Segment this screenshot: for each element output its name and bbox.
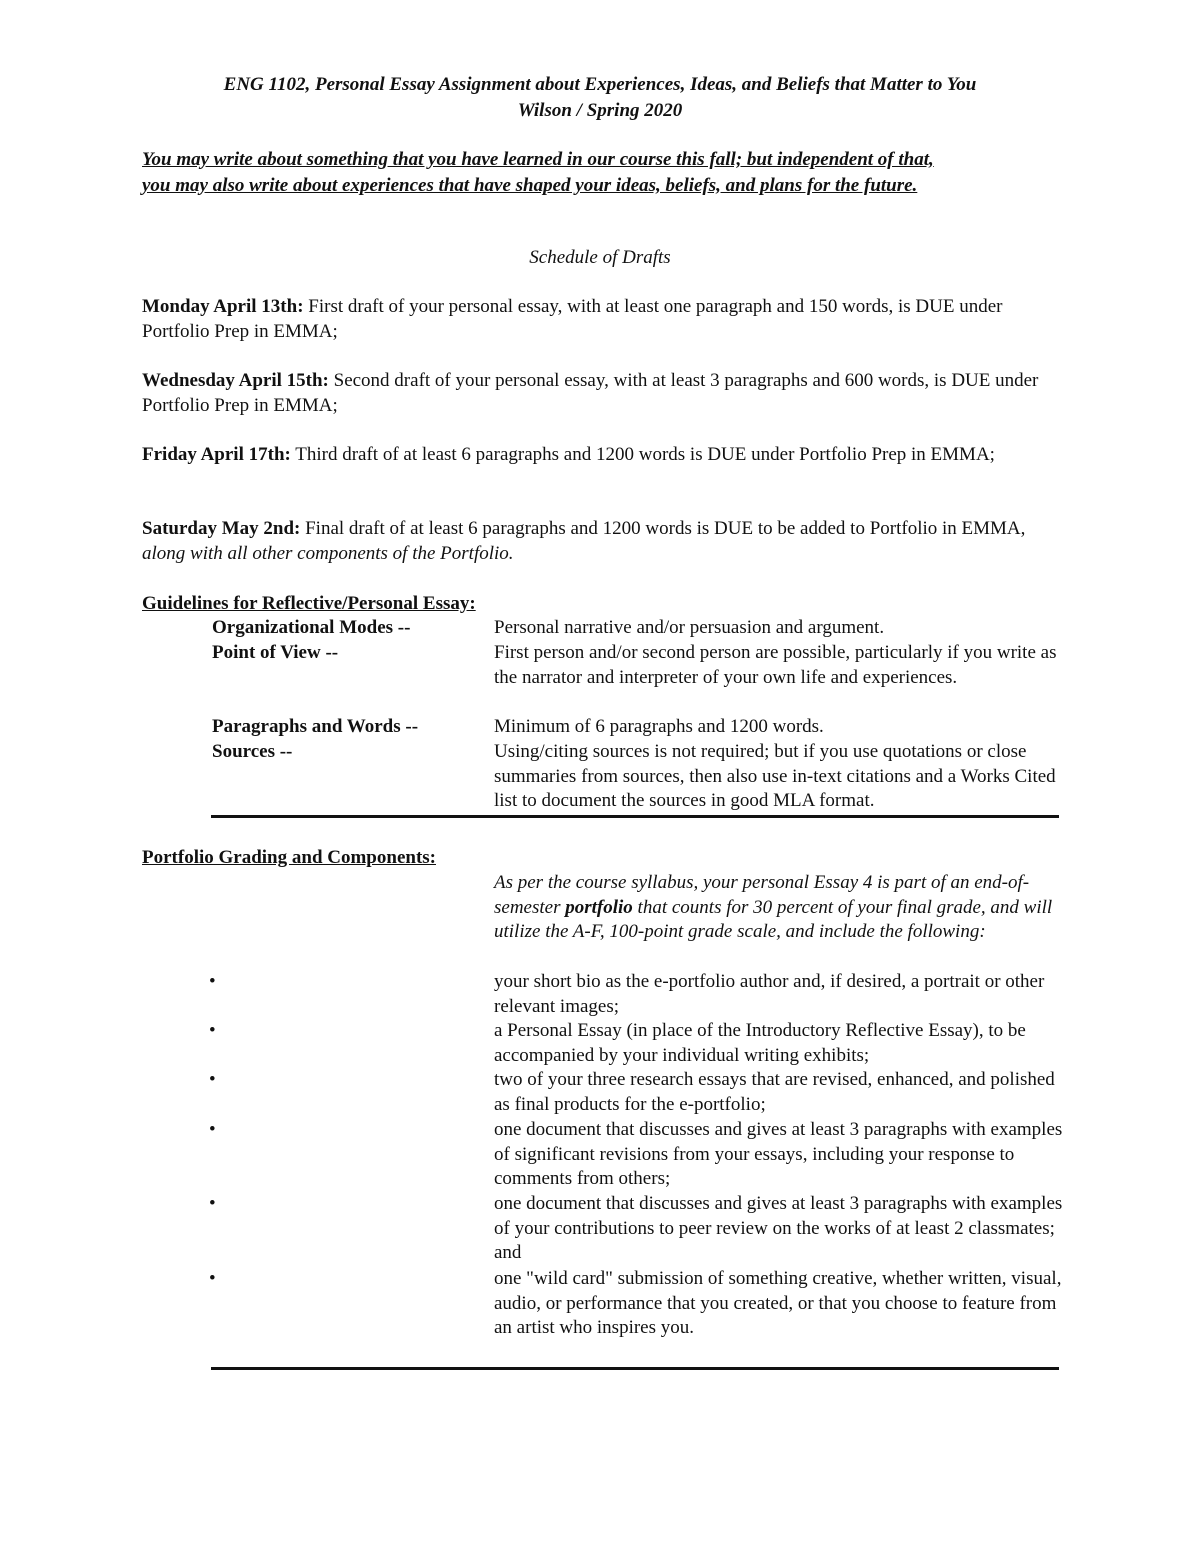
- portfolio-item: your short bio as the e-portfolio author and, if desired, a portrait or other relevant images;: [494, 971, 1045, 1017]
- bullet-icon: •: [209, 1193, 216, 1214]
- schedule-date: Friday April 17th:: [142, 444, 291, 465]
- schedule-date: Wednesday April 15th:: [142, 370, 329, 391]
- schedule-text: Final draft of at least 6 paragraphs and 1200 words is DUE to be added to Portfolio in EMMA,: [300, 518, 1026, 539]
- portfolio-intro: As per the course syllabus, your personal Essay 4 is part of an end-of-semester portfolio that counts for 30 percent of your final grade, and will utilize the A-F, 100-point grade scale, and include the following:: [494, 872, 1053, 942]
- topic-notice: [142, 147, 1062, 199]
- portfolio-item: one document that discusses and gives at least 3 paragraphs with examples of significant revisions from your essays, including your response to comments from others;: [494, 1119, 1063, 1189]
- schedule-date: Monday April 13th:: [142, 296, 304, 317]
- topic-notice-line-1: You may write about something that you have learned in our course this fall; but independent of that,: [142, 149, 934, 170]
- portfolio-keyword: portfolio: [565, 896, 633, 918]
- schedule-text-italic: along with all other components of the Portfolio.: [142, 542, 514, 564]
- guideline-label: Sources --: [212, 741, 293, 762]
- portfolio-item: one "wild card" submission of something creative, whether written, visual, audio, or performance that you created, or that you choose to feature from an artist who inspires you.: [494, 1268, 1062, 1338]
- bullet-icon: •: [209, 971, 216, 992]
- guideline-label: Organizational Modes --: [212, 617, 411, 638]
- portfolio-item: one document that discusses and gives at least 3 paragraphs with examples of your contributions to peer review on the works of at least 2 classmates; and: [494, 1193, 1063, 1263]
- schedule-item-monday: [142, 295, 1062, 344]
- schedule-item-saturday: [142, 517, 1062, 566]
- schedule-item-friday: [142, 443, 1062, 468]
- schedule-text: Third draft of at least 6 paragraphs and 1200 words is DUE under Portfolio Prep in EMMA;: [290, 444, 995, 465]
- guidelines-heading: Guidelines for Reflective/Personal Essay:: [142, 593, 476, 614]
- bullet-icon: •: [209, 1069, 216, 1090]
- topic-notice-line-2: you may also write about experiences that have shaped your ideas, beliefs, and plans for the future.: [142, 175, 918, 196]
- guideline-value: Using/citing sources is not required; but if you use quotations or close summaries from sources, then also use in-text citations and a Works Cited list to document the sources in good MLA format.: [494, 741, 1056, 811]
- bullet-icon: •: [209, 1119, 216, 1140]
- bullet-icon: •: [209, 1020, 216, 1041]
- portfolio-item: two of your three research essays that are revised, enhanced, and polished as final products for the e-portfolio;: [494, 1069, 1055, 1115]
- schedule-item-wednesday: [142, 369, 1062, 418]
- portfolio-heading: Portfolio Grading and Components:: [142, 847, 436, 868]
- bullet-icon: •: [209, 1268, 216, 1289]
- assignment-subtitle: Wilson / Spring 2020: [517, 100, 683, 121]
- guideline-label: Point of View --: [212, 642, 339, 663]
- schedule-text: First draft of your personal essay, with at least one paragraph and 150 words, is DUE under Portfolio Prep in EMMA;: [142, 296, 1003, 342]
- portfolio-item: a Personal Essay (in place of the Introductory Reflective Essay), to be accompanied by your individual writing exhibits;: [494, 1020, 1026, 1066]
- guideline-label: Paragraphs and Words --: [212, 716, 419, 737]
- schedule-text: Second draft of your personal essay, with at least 3 paragraphs and 600 words, is DUE under Portfolio Prep in EMMA;: [142, 370, 1039, 416]
- guideline-value: Minimum of 6 paragraphs and 1200 words.: [494, 716, 824, 737]
- schedule-heading: Schedule of Drafts: [529, 247, 671, 268]
- portfolio-divider: [211, 1367, 1059, 1370]
- guideline-value: Personal narrative and/or persuasion and argument.: [494, 617, 885, 638]
- guideline-value: First person and/or second person are possible, particularly if you write as the narrator and interpreter of your own life and experiences.: [494, 642, 1057, 688]
- guidelines-divider: [211, 815, 1059, 818]
- assignment-title: ENG 1102, Personal Essay Assignment about Experiences, Ideas, and Beliefs that Matter to You: [223, 74, 977, 95]
- schedule-date: Saturday May 2nd:: [142, 518, 301, 539]
